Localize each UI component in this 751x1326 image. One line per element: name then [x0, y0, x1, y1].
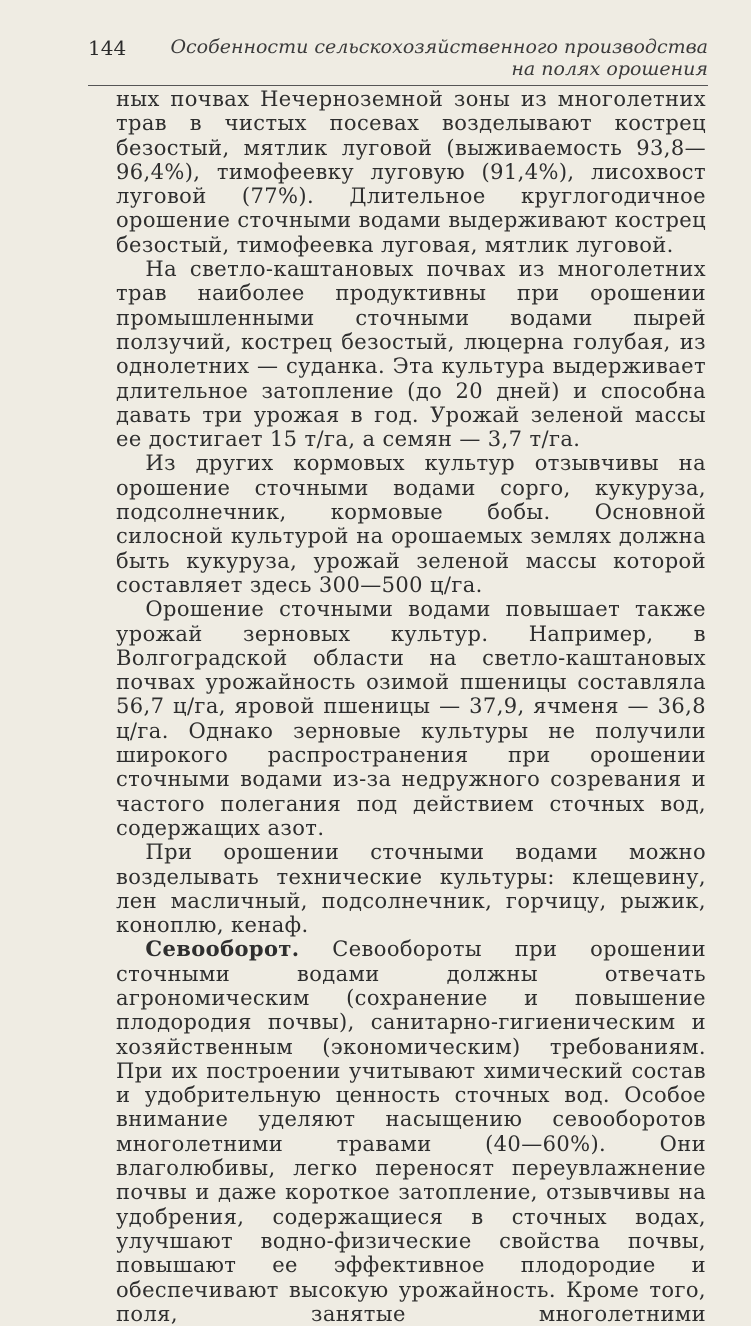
running-title-line-1: Особенности сельскохозяйственного производства [170, 36, 708, 58]
paragraph: Из других кормовых культур отзывчивы на орошение сточными водами сорго, кукуруза, подсолнечник, кормовые бобы. Основной силосной культурой на орошаемых землях должна быть кукуруза, урожай зеленой массы которой составляет здесь 300—500 ц/га. [116, 451, 706, 597]
running-title-line-2: на полях орошения [511, 58, 708, 80]
paragraph: На светло-каштановых почвах из многолетних трав наиболее продуктивны при орошении промышленными сточными водами пырей ползучий, кострец безостый, люцерна голубая, из однолетних — суданка. Эта культура выдерживает длительное затопление (до 20 дней) и способна давать три урожая в год. Урожай зеленой массы ее достигает 15 т/га, а семян — 3,7 т/га. [116, 257, 706, 452]
body-text [116, 87, 706, 1326]
paragraph: Орошение сточными водами повышает также урожай зерновых культур. Например, в Волгоградской области на светло-каштановых почвах урожайность озимой пшеницы составляла 56,7 ц/га, яровой пшеницы — 37,9, ячменя — 36,8 ц/га. Однако зерновые культуры не получили широкого распространения при орошении сточными водами из-за недружного созревания и частого полегания под действием сточных вод, содержащих азот. [116, 597, 706, 840]
page-number: 144 [88, 36, 127, 60]
header-rule [88, 85, 708, 86]
paragraph: ных почвах Нечерноземной зоны из многолетних трав в чистых посевах возделывают кострец безостый, мятлик луговой (выживаемость 93,8—96,4%), тимофеевку луговую (91,4%), лисохвост луговой (77%). Длительное круглогодичное орошение сточными водами выдерживают кострец безостый, тимофеевка луговая, мятлик луговой. [116, 87, 707, 257]
running-title [170, 36, 708, 80]
paragraph: При орошении сточными водами можно возделывать технические культуры: клещевину, лен масличный, подсолнечник, горчицу, рыжик, коноплю, кенаф. [116, 840, 706, 938]
page-header [88, 36, 708, 84]
paragraph-crop-rotation [116, 937, 706, 1326]
paragraph-text: Севообороты при орошении сточными водами должны отвечать агрономическим (сохранение и повышение плодородия почвы), санитарно-гигиеническим и хозяйственным (экономическим) требованиям. При их построении учитывают химический состав и удобрительную ценность сточных вод. Особое внимание уделяют насыщению севооборотов многолетними травами (40—60%). Они влаголюбивы, легко переносят переувлажнение почвы и даже короткое затопление, отзывчивы на удобрения, содержащиеся в сточных водах, улучшают водно-физические свойства почвы, повышают ее эффективное плодородие и обеспечивают высокую урожайность. Кроме того, поля, занятые многолетними [116, 937, 706, 1326]
section-heading-crop-rotation: Севооборот. [145, 936, 300, 962]
